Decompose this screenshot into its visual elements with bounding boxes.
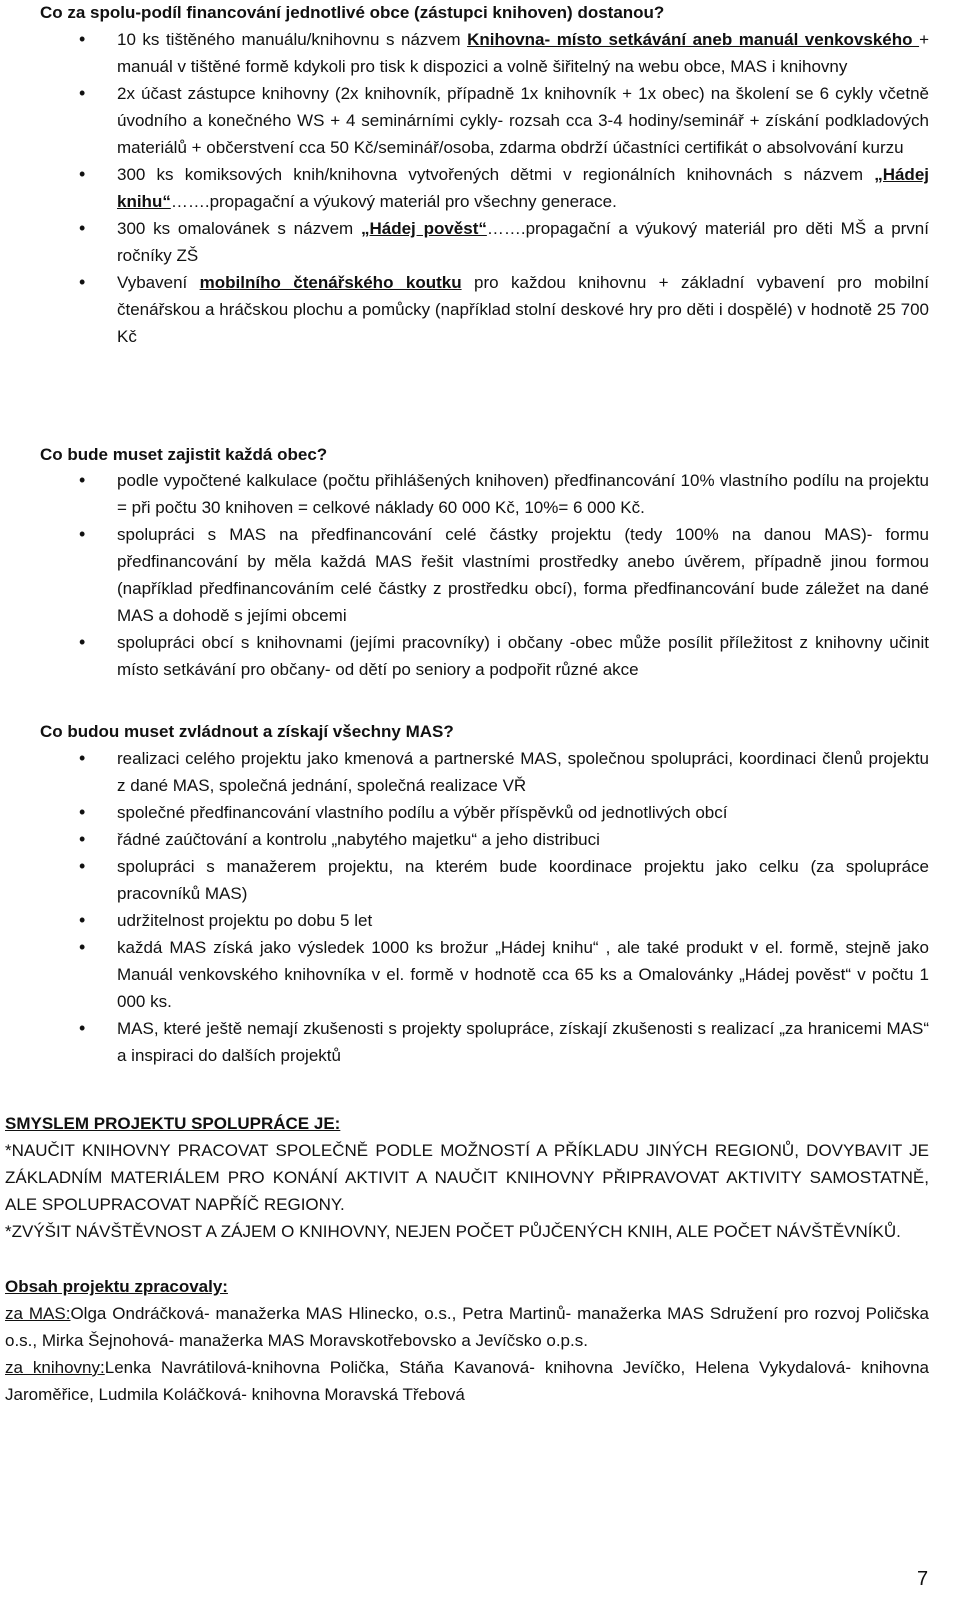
item-text: pro každou knihovnu + základní vybavení pro mobilní čtenářskou a hráčskou plochu a pomůcky (například stolní deskové hry pro děti i dospělé) v hodnotě 25 700 Kč xyxy=(117,273,929,346)
reading-corner-title: mobilního čtenářského koutku xyxy=(199,273,462,292)
authors-lib-text: Lenka Navrátilová-knihovna Polička, Stáňa Kavanová- knihovna Jevíčko, Helena Vykydalová- knihovna Jaroměřice, Ludmila Koláčková- knihovna Moravská Třebová xyxy=(5,1358,930,1404)
list-item: • řádné zaúčtování a kontrolu „nabytého majetku“ a jeho distribuci xyxy=(117,826,929,853)
list-item: • MAS, které ještě nemají zkušenosti s projekty spolupráce, získají zkušenosti s realizací „za hranicemi MAS“ a inspiraci do dalších projektů xyxy=(117,1015,929,1069)
authors-libraries xyxy=(5,1354,929,1408)
item-text: 300 ks komiksových knih/knihovna vytvořených dětmi v regionálních knihovnách s názvem xyxy=(117,165,875,184)
list-item: • podle vypočtené kalkulace (počtu přihlášených knihoven) předfinancování 10% vlastního podílu na projektu = při počtu 30 knihoven = celkové náklady 60 000 Kč, 10%= 6 000 Kč. xyxy=(117,467,929,521)
comic-title: „Hádej knihu“ xyxy=(117,165,929,211)
list-item xyxy=(117,269,929,350)
authors-title: Obsah projektu zpracovaly: xyxy=(5,1277,228,1296)
item-text: 2x účast zástupce knihovny (2x knihovník, případně 1x knihovník + 1x obec) na školení se 6 cykly včetně úvodního a konečného WS + 4 seminárními cykly- rozsah cca 3-4 hodiny/seminář + získání podkladových materiálů + občerstvení cca 50 Kč/seminář/osoba, zdarma obdrží účastníci certifikát o absolvování kurzu xyxy=(117,84,929,157)
list-item: • spolupráci obcí s knihovnami (jejími pracovníky) i občany -obec může posílit příležitost z knihovny učinit místo setkávání pro občany- od dětí po seniory a podpořit různé akce xyxy=(117,629,929,683)
list-item: • realizaci celého projektu jako kmenová a partnerské MAS, společnou spolupráci, koordinaci členů projektu z dané MAS, společná jednání, společná realizace VŘ xyxy=(117,745,929,799)
section1-heading: Co za spolu-podíl financování jednotlivé obce (zástupci knihoven) dostanou? xyxy=(40,3,665,22)
page-number: 7 xyxy=(917,1568,929,1590)
list-item xyxy=(117,161,929,215)
section2-heading: Co bude muset zajistit každá obec? xyxy=(40,445,328,464)
list-item: • každá MAS získá jako výsledek 1000 ks brožur „Hádej knihu“ , ale také produkt v el. formě, stejně jako Manuál venkovského knihovníka v el. formě v hodnotě cca 65 ks a Omalovánky „Hádej pověst“ v počtu 1 000 ks. xyxy=(117,934,929,1015)
manual-title: Knihovna- místo setkávání aneb manuál venkovského xyxy=(467,30,920,49)
authors-mas-text: Olga Ondráčková- manažerka MAS Hlinecko, o.s., Petra Martinů- manažerka MAS Sdružení pro rozvoj Poličska o.s., Mirka Šejnohová- manažerka MAS Moravskotřebovsko a Jevíčsko o.p.s. xyxy=(5,1304,929,1350)
item-text: + manuál v tištěné formě kdykoli pro tisk k dispozici a volně šiřitelný na webu obce, MAS i knihovny xyxy=(117,30,929,76)
project-sense-line: *ZVÝŠIT NÁVŠTĚVNOST A ZÁJEM O KNIHOVNY, NEJEN POČET PŮJČENÝCH KNIH, ALE POČET NÁVŠTĚVNÍKŮ. xyxy=(5,1222,901,1241)
section3-list xyxy=(0,745,960,1069)
authors-mas-label: za MAS: xyxy=(5,1304,71,1323)
list-item xyxy=(117,215,929,269)
authors-lib-label: za knihovny: xyxy=(5,1358,105,1377)
list-item: • společné předfinancování vlastního podílu a výběr příspěvků od jednotlivých obcí xyxy=(117,799,929,826)
item-text: …….propagační a výukový materiál pro děti MŠ a první ročníky ZŠ xyxy=(117,219,929,265)
authors-mas xyxy=(5,1300,929,1354)
item-text: 10 ks tištěného manuálu/knihovnu s názvem xyxy=(117,30,468,49)
list-item: • udržitelnost projektu po dobu 5 let xyxy=(117,907,929,934)
list-item xyxy=(117,26,929,80)
list-item xyxy=(117,80,929,161)
project-sense-line: *NAUČIT KNIHOVNY PRACOVAT SPOLEČNĚ PODLE MOŽNOSTÍ A PŘÍKLADU JINÝCH REGIONŮ, DOVYBAVIT JE ZÁKLADNÍM MATERIÁLEM PRO KONÁNÍ AKTIVIT A NAUČIT KNIHOVNY PŘIPRAVOVAT AKTIVITY SAMOSTATNĚ, ALE SPOLUPRACOVAT NAPŘÍČ REGIONY. xyxy=(5,1141,929,1214)
coloring-title: „Hádej pověst“ xyxy=(360,219,487,238)
section3-heading: Co budou muset zvládnout a získají všechny MAS? xyxy=(40,722,454,741)
list-item: • spolupráci s manažerem projektu, na kterém bude koordinace projektu jako celku (za spolupráce pracovníků MAS) xyxy=(117,853,929,907)
item-text: Vybavení xyxy=(117,273,200,292)
section1-list xyxy=(0,26,960,350)
project-sense-title: SMYSLEM PROJEKTU SPOLUPRÁCE JE: xyxy=(5,1114,341,1133)
list-item: • spolupráci s MAS na předfinancování celé částky projektu (tedy 100% na danou MAS)- formu předfinancování by měla každá MAS řešit vlastními prostředky anebo úvěrem, případně jinou formou (například předfinancováním celé částky z prostředku obcí), forma předfinancování bude záležet na dané MAS a dohodě s jejími obcemi xyxy=(117,521,929,629)
item-text: …….propagační a výukový materiál pro všechny generace. xyxy=(170,192,617,211)
authors xyxy=(5,1273,929,1408)
project-sense xyxy=(5,1110,929,1245)
section2-list xyxy=(0,467,960,683)
item-text: 300 ks omalovánek s názvem xyxy=(117,219,361,238)
